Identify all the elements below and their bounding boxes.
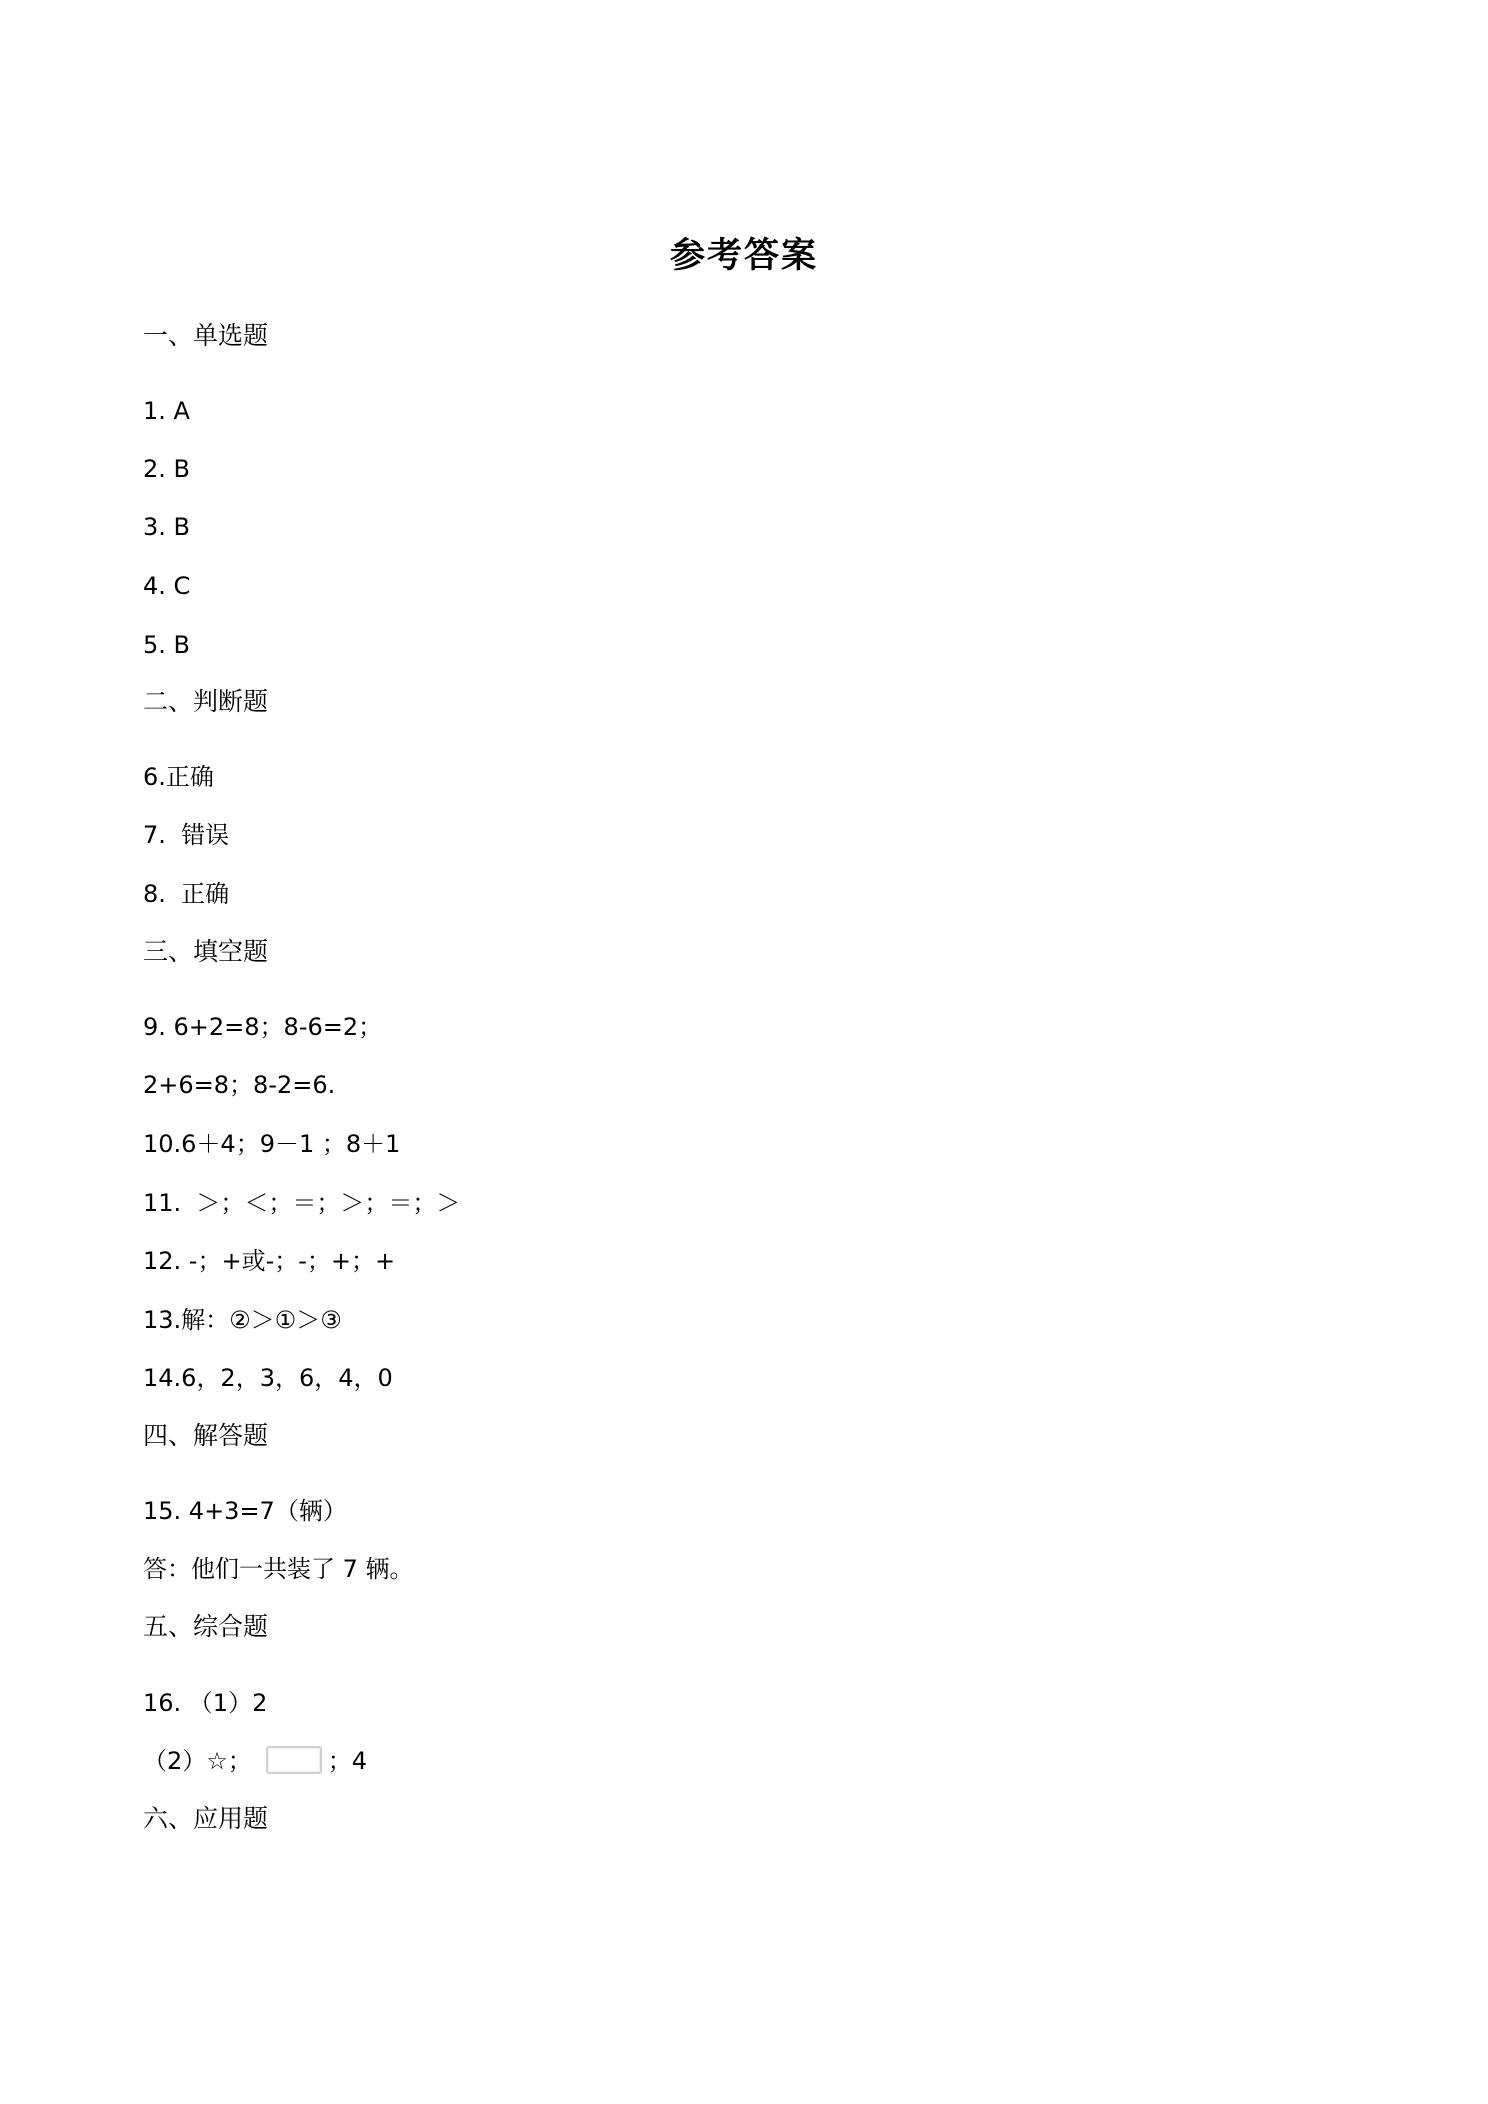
answer-15-line-1: 15. 4+3=7（辆） [143, 1497, 347, 1525]
section-heading-true-false: 二、判断题 [143, 687, 269, 716]
answer-7: 7. 错误 [143, 821, 230, 849]
answer-8: 8. 正确 [143, 880, 230, 908]
answer-12: 12. -；+或-；-；+；+ [143, 1247, 396, 1275]
answer-2: 2. B [143, 455, 190, 483]
section-heading-single-choice: 一、单选题 [143, 321, 269, 350]
answer-13: 13.解：②＞①＞③ [143, 1306, 342, 1334]
answer-4: 4. C [143, 572, 191, 600]
answer-6: 6.正确 [143, 763, 214, 791]
answer-1: 1. A [143, 397, 190, 425]
answer-14: 14.6，2，3，6，4，0 [143, 1364, 393, 1392]
answer-15-line-2: 答：他们一共装了 7 辆。 [143, 1555, 414, 1583]
section-heading-solve: 四、解答题 [143, 1421, 269, 1450]
section-heading-application: 六、应用题 [143, 1804, 269, 1833]
answer-3: 3. B [143, 513, 190, 541]
answer-16-line-2 [143, 1744, 367, 1778]
answer-11: 11. ＞；＜；＝；＞；＝；＞ [143, 1189, 461, 1217]
answer-9-line-2: 2+6=8；8-2=6. [143, 1071, 336, 1099]
answer-10: 10.6＋4；9－1 ；8＋1 [143, 1130, 401, 1158]
answer-5: 5. B [143, 631, 190, 659]
section-heading-comprehensive: 五、综合题 [143, 1612, 269, 1641]
answer-9-line-1: 9. 6+2=8；8-6=2； [143, 1013, 383, 1041]
answer-16-line-1: 16. （1）2 [143, 1689, 268, 1717]
answer-16-part2-prefix: （2）☆； [143, 1747, 252, 1775]
section-heading-fill-blank: 三、填空题 [143, 937, 269, 966]
answer-16-part2-suffix: ；4 [327, 1747, 368, 1775]
rectangle-shape-icon [266, 1746, 322, 1774]
page-title: 参考答案 [669, 236, 818, 276]
